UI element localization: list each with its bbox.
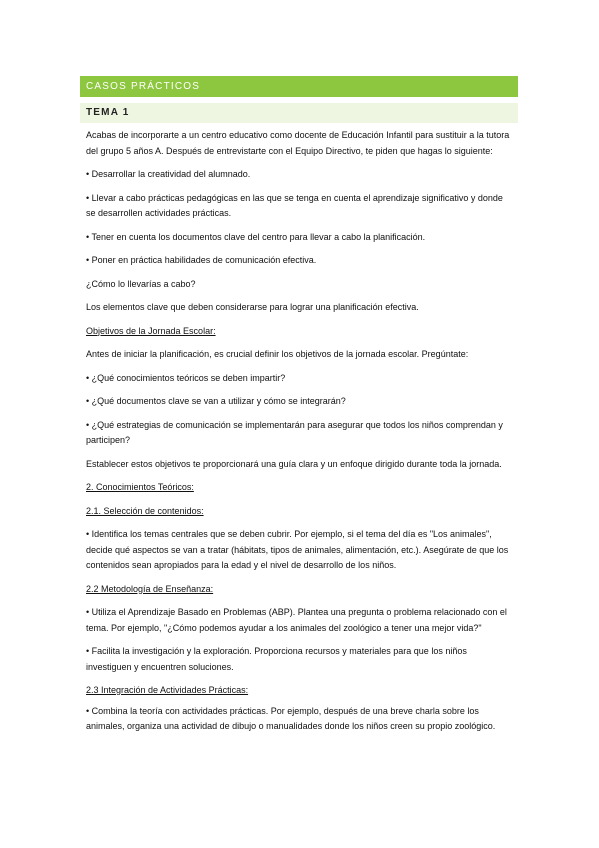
selection-heading: 2.1. Selección de contenidos:: [86, 505, 204, 516]
objective-question: • ¿Qué estrategias de comunicación se implementarán para asegurar que todos los niños comprendan y participen?: [86, 419, 503, 445]
theory-heading: 2. Conocimientos Teóricos:: [86, 482, 194, 492]
task-item: • Llevar a cabo prácticas pedagógicas en las que se tenga en cuenta el aprendizaje significativo y donde se desarrollen actividades prácticas.: [86, 192, 503, 218]
integration-heading: 2.3 Integración de Actividades Prácticas:: [86, 685, 249, 695]
selection-paragraph: • Identifica los temas centrales que se deben cubrir. Por ejemplo, si el tema del día es "Los animales", decide qué aspectos se van a tratar (hábitats, tipos de animales, alimentación, etc.). Asegúrate de que los contenidos sean apropiados para la edad y el nivel de desarrollo de los niños.: [86, 529, 509, 570]
question-line: ¿Cómo lo llevarías a cabo?: [86, 278, 196, 289]
key-elements-paragraph: Los elementos clave que deben considerarse para lograr una planificación efectiva.: [86, 302, 419, 312]
document-body: [86, 128, 514, 743]
methodology-point: • Utiliza el Aprendizaje Basado en Problemas (ABP). Plantea una pregunta o problema relacionado con el tema. Por ejemplo, "¿Cómo podemos ayudar a los animales del zoológico a tener una mejor vida?": [86, 607, 507, 633]
objective-question: • ¿Qué conocimientos teóricos se deben impartir?: [86, 372, 286, 383]
topic-title-bar: TEMA 1: [80, 103, 518, 123]
integration-paragraph: • Combina la teoría con actividades prácticas. Por ejemplo, después de una breve charla sobre los animales, organiza una actividad de dibujo o manualidades donde los niños creen su propio zoológico.: [86, 705, 496, 731]
objectives-heading: Objetivos de la Jornada Escolar:: [86, 325, 216, 336]
objective-question: • ¿Qué documentos clave se van a utilizar y cómo se integrarán?: [86, 396, 346, 406]
objectives-intro: Antes de iniciar la planificación, es crucial definir los objetivos de la jornada escolar. Pregúntate:: [86, 349, 469, 359]
task-item: • Poner en práctica habilidades de comunicación efectiva.: [86, 255, 317, 265]
section-title-bar: CASOS PRÁCTICOS: [80, 76, 518, 97]
methodology-heading: 2.2 Metodología de Enseñanza:: [86, 583, 214, 594]
objectives-summary: Establecer estos objetivos te proporcionará una guía clara y un enfoque dirigido durante toda la jornada.: [86, 458, 502, 469]
task-item: • Desarrollar la creatividad del alumnado.: [86, 169, 251, 179]
task-item: • Tener en cuenta los documentos clave del centro para llevar a cabo la planificación.: [86, 231, 426, 242]
intro-paragraph: Acabas de incorporarte a un centro educativo como docente de Educación Infantil para sustituir a la tutora del grupo 5 años A. Después de entrevistarte con el Equipo Directivo, te piden que hagas lo siguiente:: [86, 130, 510, 156]
methodology-point: • Facilita la investigación y la exploración. Proporciona recursos y materiales para que los niños investiguen y encuentren soluciones.: [86, 646, 467, 672]
